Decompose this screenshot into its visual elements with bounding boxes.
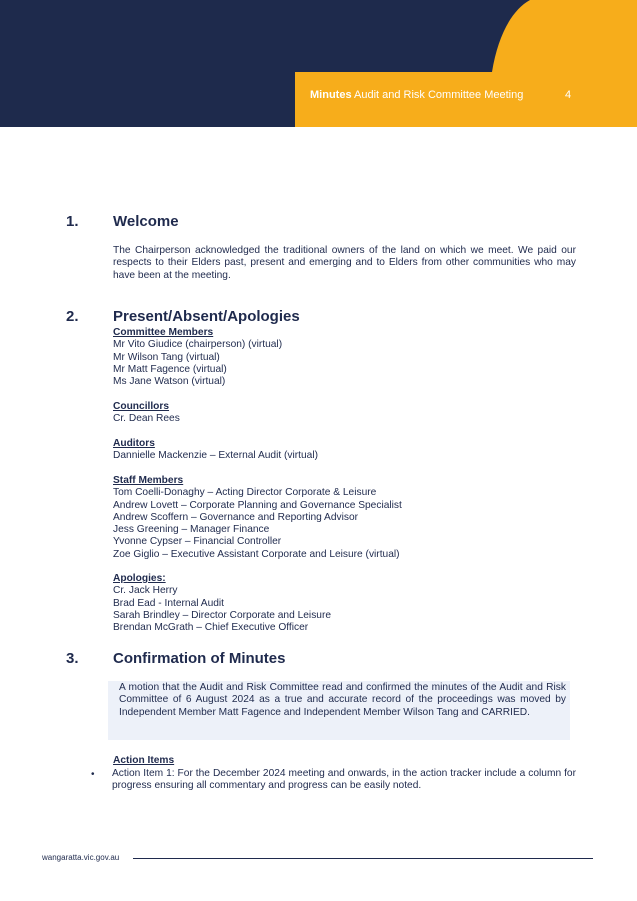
list-item: Mr Vito Giudice (chairperson) (virtual)	[113, 339, 283, 351]
welcome-paragraph: The Chairperson acknowledged the traditional owners of the land on which we meet. We paid our respects to their Elders past, present and emerging and to Elders from other communities who may have been at the meeting.	[113, 245, 576, 281]
header-title	[310, 89, 523, 101]
staff-members-heading: Staff Members	[113, 475, 184, 486]
auditors-group	[113, 438, 318, 463]
list-item: Sarah Brindley – Director Corporate and Leisure	[113, 609, 332, 621]
section-2-number: 2.	[66, 308, 79, 325]
list-item: Dannielle Mackenzie – External Audit (virtual)	[113, 450, 318, 462]
list-item: Zoe Giglio – Executive Assistant Corporate and Leisure (virtual)	[113, 548, 400, 560]
apologies-heading: Apologies:	[113, 573, 166, 584]
staff-members-group	[113, 475, 402, 561]
footer-url: wangaratta.vic.gov.au	[42, 853, 120, 862]
list-item: Cr. Jack Herry	[113, 585, 178, 597]
header-title-bold: Minutes	[310, 89, 352, 101]
list-item: Andrew Scoffern – Governance and Reporting Advisor	[113, 511, 359, 523]
list-item: Mr Matt Fagence (virtual)	[113, 363, 227, 375]
header-title-rest: Audit and Risk Committee Meeting	[351, 89, 524, 101]
bullet-icon: •	[91, 769, 95, 780]
section-3-title: Confirmation of Minutes	[113, 650, 286, 667]
section-1-number: 1.	[66, 213, 79, 230]
motion-text: A motion that the Audit and Risk Committee read and confirmed the minutes of the Audit and Risk Committee of 6 August 2024 as a true and accurate record of the proceedings was moved by Independent Member Matt Fagence and Independent Member Wilson Tang and CARRIED.	[119, 682, 566, 718]
list-item: Brad Ead - Internal Audit	[113, 597, 224, 609]
action-items-heading: Action Items	[113, 755, 175, 766]
list-item: Cr. Dean Rees	[113, 413, 180, 425]
councillors-group	[113, 401, 180, 426]
section-1-title: Welcome	[113, 213, 179, 230]
list-item: Mr Wilson Tang (virtual)	[113, 351, 220, 363]
auditors-heading: Auditors	[113, 438, 155, 449]
list-item: Jess Greening – Manager Finance	[113, 524, 270, 536]
list-item: Yvonne Cypser – Financial Controller	[113, 536, 282, 548]
committee-members-heading: Committee Members	[113, 327, 214, 338]
motion-box	[108, 681, 570, 740]
page-number: 4	[565, 89, 572, 101]
councillors-heading: Councillors	[113, 401, 170, 412]
list-item: Tom Coelli-Donaghy – Acting Director Corporate & Leisure	[113, 487, 377, 499]
section-3-number: 3.	[66, 650, 79, 667]
footer-divider	[133, 858, 593, 859]
section-2-title: Present/Absent/Apologies	[113, 308, 300, 325]
committee-members-group	[113, 327, 282, 388]
list-item: Andrew Lovett – Corporate Planning and Governance Specialist	[113, 499, 402, 511]
header-orange-shape	[0, 0, 637, 127]
action-item-text: Action Item 1: For the December 2024 meeting and onwards, in the action tracker include a column for progress ensuring all commentary and progress can be easily noted.	[112, 768, 576, 792]
list-item: Brendan McGrath – Chief Executive Officer	[113, 622, 309, 634]
list-item: Ms Jane Watson (virtual)	[113, 376, 226, 388]
apologies-group	[113, 573, 331, 634]
